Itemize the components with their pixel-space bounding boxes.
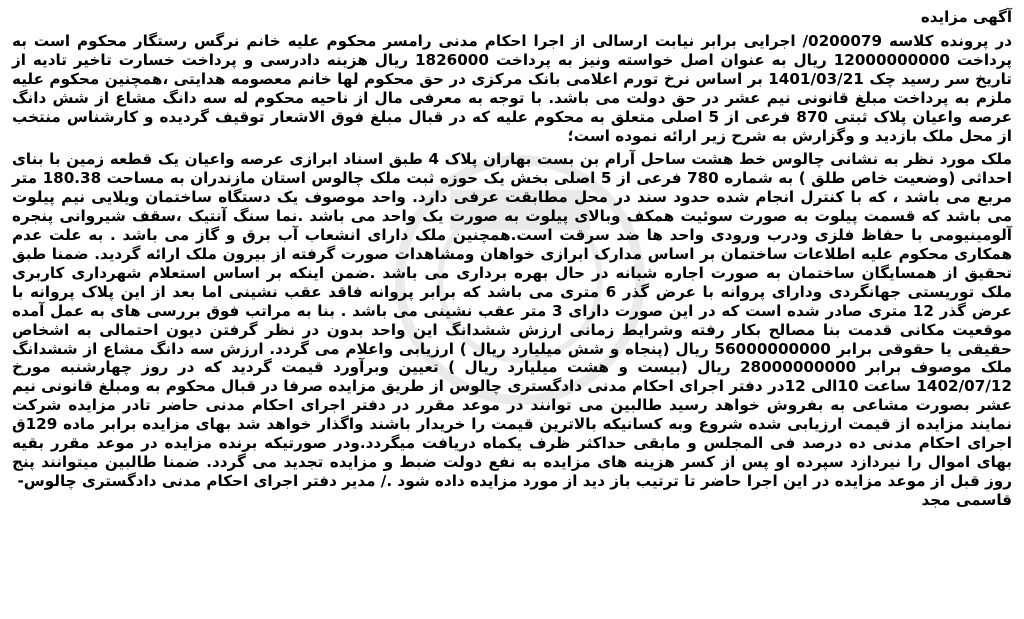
property-paragraph: ملک مورد نظر به نشانی چالوس خط هشت ساحل آرام بن بست بهاران پلاک 4 طبق اسناد ابرازی عرصه واعیان یک قطعه زمین با بنای احداثی (وضعیت خاص طلق ) به شماره 780 فرعی از 5 اصلی بخش یک حوزه ثبت ملک چالوس استان مازندران به مساحت 180.38 متر مربع می باشد ، که با کنترل انجام شده حدود سند در محل مطابقت عرفی دارد. واحد موصوف یک دستگاه ساختمان ویلایی نیم پیلوت می باشد که قسمت پیلوت به صورت سوئیت همکف وبالای پیلوت به صورت یک واحد می باشد .نما سنگ آنتیک ،سقف شیروانی پنجره آلومینیومی با حفاظ فلزی ودرب ورودی واحد ها ضد سرقت است.همچنین ملک دارای انشعاب آب برق و گاز می باشد . به علت عدم همکاری محکوم علیه اطلاعات ساختمان بر اساس مدارک ابرازی خواهان ومشاهدات صورت گرفته از بیرون ملک ارائه گردید. ضمنا طبق تحقیق از همسایگان ساختمان به صورت اجاره شبانه در حال بهره برداری می باشد .ضمن اینکه بر اساس استعلام شهرداری کاربری ملک توریستی جهانگردی ودارای پروانه با عرض گذر 6 متری می باشد که برابر پروانه فاقد عقب نشینی اما بعد از این پلاک پروانه با عرض گذر 12 متری صادر شده است که در این صورت دارای 3 متر عقب نشینی می باشد . بنا به مراتب فوق بررسی های به عمل آمده موقعیت مکانی قدمت بنا مصالح بکار رفته وشرایط زمانی ارزش ششدانگ این واحد بدون در نظر گرفتن دیون احتمالی به اشخاص حقیقی یا حقوقی برابر 56000000000 ریال (پنجاه و شش میلیارد ریال ) ارزیابی واعلام می گردد. ارزش سه دانگ مشاع از ششدانگ ملک موصوف برابر 28000000000 ریال (بیست و هشت میلیارد ریال ) تعیین وبرآورد قیمت گردید که در روز چهارشنبه مورخ 1402/07/12 ساعت 10الی 12در دفتر اجرای احکام مدنی دادگستری چالوس از طریق مزایده صرفا در قبال محکوم به ومبلغ قانونی نیم عشر بصورت مشاعی به بفروش خواهد رسید طالبین می توانند در موعد مقرر در دفتر اجرای احکام مدنی حاضر تادر مزایده شرکت نمایند مزایده از قیمت ارزیابی شده شروع وبه کسانیکه بالاترین قیمت را خریدار باشند واگذار خواهد شد بهای مزایده برابر ماده 129ق اجرای احکام مدنی ده درصد فی المجلس و مابقی حداکثر ظرف یکماه دریافت میگردد.ودر صورتیکه برنده مزایده در موعد مقرر بقیه بهای اموال را نیردازد سپرده او پس از کسر هزینه های مزایده به نفع دولت ضبط و مزایده تجدید می گردد. ضمنا طالبین میتوانند پنج روز قبل از موعد مزایده در این اجرا حاضر تا ترتیب باز دید از مورد مزایده داده شود ./ مدیر دفتر اجرای احکام مدنی دادگستری چالوس- <box>12 150 1013 490</box>
signature-name: قاسمی مجد <box>921 490 1012 509</box>
case-paragraph: در پرونده کلاسه 0200079/ اجرایی برابر نیابت ارسالی از اجرا احکام مدنی رامسر محکوم علیه خانم نرگس رستگار محکوم است به پرداخت 12000000000 ریال به عنوان اصل خواسته ونیز به پرداخت 1826000 ریال هزینه دادرسی و پرداخت خسارت تاخیر تادیه از تاریخ سر رسید چک 1401/03/21 بر اساس نرخ تورم اعلامی بانک مرکزی در حق محکوم لها خانم معصومه هدایتی ،همچنین محکوم علیه ملزم به پرداخت مبلغ قانونی نیم عشر در حق دولت می باشد. با توجه به معرفی مال از ناحیه محکوم له سه دانگ مشاع از شش دانگ عرصه واعیان پلاک ثبتی 870 فرعی از 5 اصلی متعلق به محکوم علیه که در قبال مبلغ فوق الاشعار توقیف گردیده و کارشناس منتخب از محل ملک بازدید و وگزارش به شرح زیر ارائه نموده است؛ <box>12 32 1012 145</box>
notice-title: آگهی مزایده <box>920 8 1012 26</box>
